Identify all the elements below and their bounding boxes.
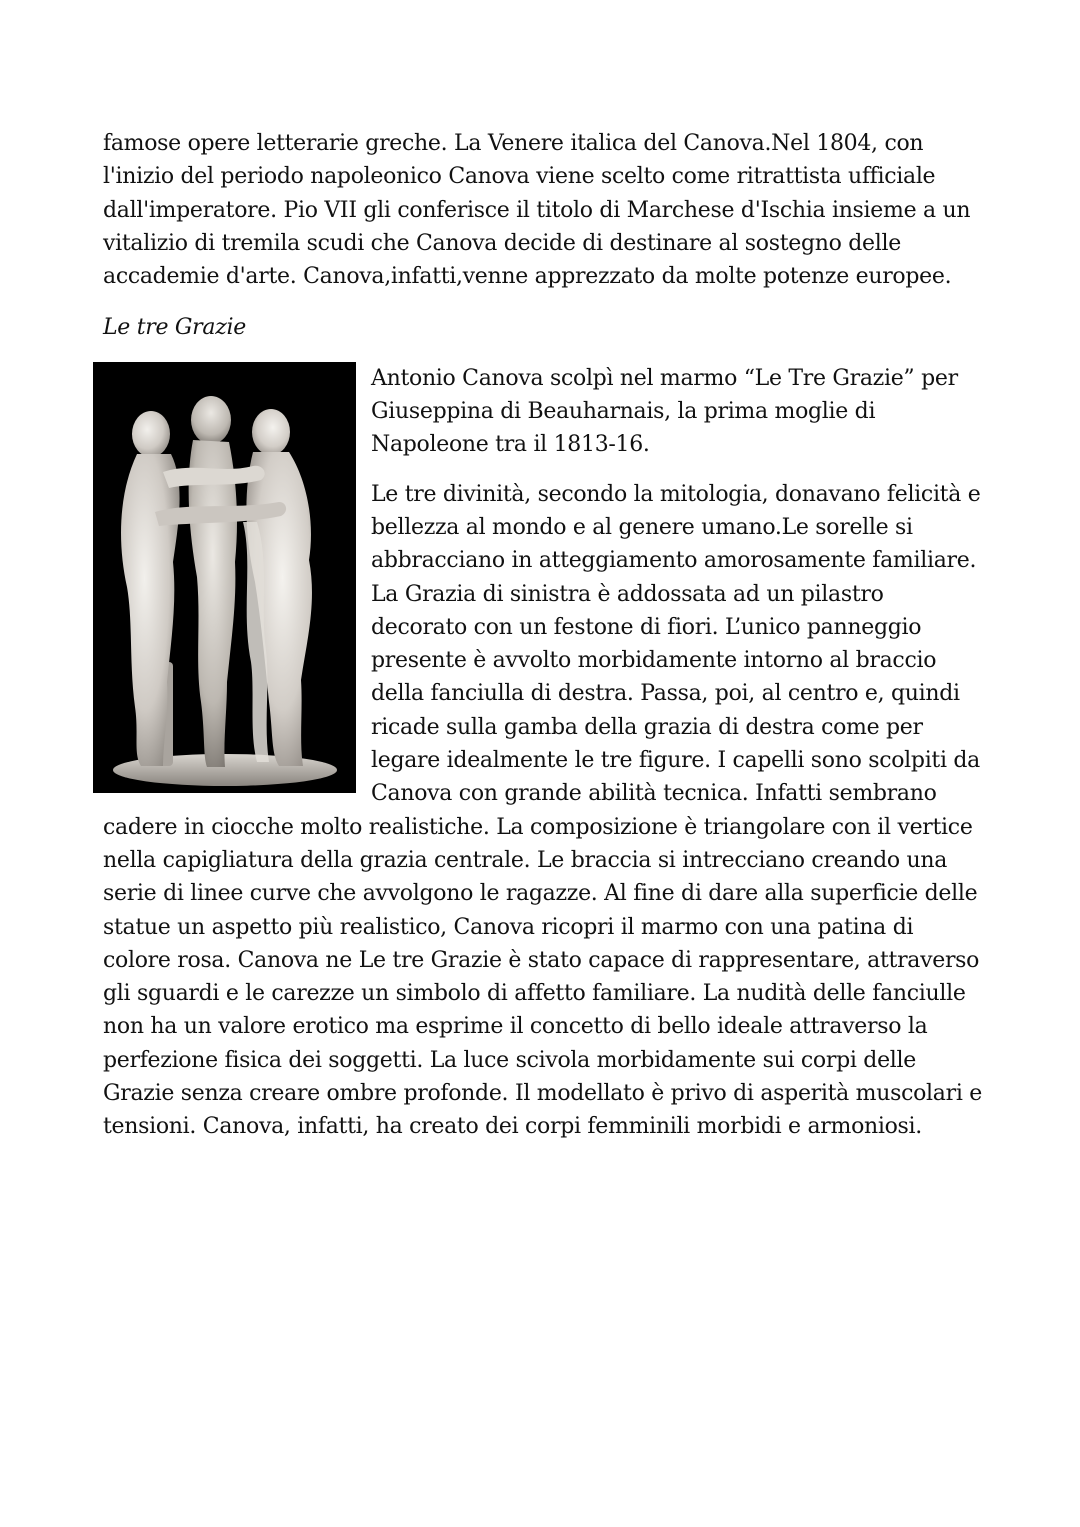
paragraph-1: Antonio Canova scolpì nel marmo “Le Tre Grazie” per Giuseppina di Beauharnais, la prima moglie di Napoleone tra il 1813-16.: [371, 365, 958, 458]
three-graces-sculpture-icon: [93, 362, 356, 793]
intro-paragraph: famose opere letterarie greche. La Venere italica del Canova.Nel 1804, con l'inizio del periodo napoleonico Canova viene scelto come ritrattista ufficiale dall'imperatore. Pio VII gli conferisce il titolo di Marchese d'Ischia insieme a un vitalizio di tremila scudi che Canova decide di destinare al sostegno delle accademie d'arte. Canova,infatti,venne apprezzato da molte potenze europee.: [103, 131, 971, 290]
three-graces-photo: [93, 362, 356, 793]
paragraph-2: Le tre divinità, secondo la mitologia, donavano felicità e bellezza al mondo e al genere umano.Le sorelle si abbracciano in atteggiamento amorosamente familiare. La Grazia di sinistra è addossata ad un pilastro decorato con un festone di fiori. L’unico panneggio presente è avvolto morbidamente intorno al braccio della fanciulla di destra. Passa, poi, al centro e, quindi ricade sulla gamba della grazia di destra come per legare idealmente le tre figure. I capelli sono scolpiti da Canova con grande abilità tecnica. Infatti sembrano cadere in ciocche molto realistiche. La composizione è triangolare con il vertice nella capigliatura della grazia centrale. Le braccia si intrecciano creando una serie di linee curve che avvolgono le ragazze. Al fine di dare alla superficie delle statue un aspetto più realistico, Canova ricopri il marmo con una patina di colore rosa. Canova ne Le tre Grazie è stato capace di rappresentare, attraverso gli sguardi e le carezze un simbolo di affetto familiare. La nudità delle fanciulle non ha un valore erotico ma esprime il concetto di bello ideale attraverso la perfezione fisica dei soggetti. La luce scivola morbidamente sui corpi delle Grazie senza creare ombre profonde. Il modellato è privo di asperità muscolari e tensioni. Canova, infatti, ha creato dei corpi femminili morbidi e armoniosi.: [103, 481, 982, 1140]
section-title: Le tre Grazie: [103, 315, 246, 341]
document-page: [103, 127, 983, 1144]
